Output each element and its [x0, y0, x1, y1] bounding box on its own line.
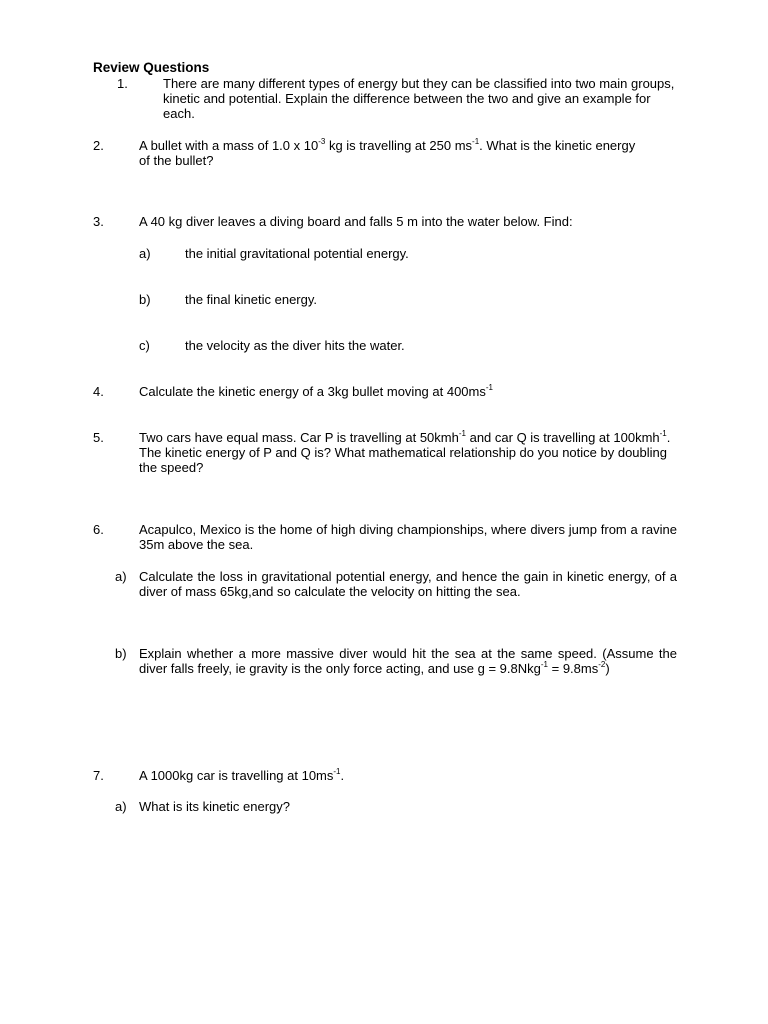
q3-part-b-text: the final kinetic energy.	[185, 292, 317, 307]
q6-part-b-text: Explain whether a more massive diver would hit the sea at the same speed. (Assume the diver falls freely, ie gravity is the only force acting, and use $g = 9.8Nkg^{-1} = 9.8ms^{-2}$)	[139, 646, 677, 676]
q7-text: A 1000kg car is travelling at $10ms^{-1}$.	[139, 766, 345, 783]
q2-number: 2.	[93, 138, 104, 153]
q3-part-b-label: b)	[139, 292, 151, 307]
q5-number: 5.	[93, 430, 104, 445]
q7-part-a-label: a)	[115, 799, 127, 814]
q1-number: 1.	[117, 76, 128, 91]
q7-number: 7.	[93, 768, 104, 783]
q6-text: Acapulco, Mexico is the home of high diving championships, where divers jump from a ravine 35m above the sea.	[139, 522, 677, 552]
q3-number: 3.	[93, 214, 104, 229]
q4-text: Calculate the kinetic energy of a 3kg bullet moving at $400ms^{-1}$	[139, 382, 493, 399]
q7-part-a-text: What is its kinetic energy?	[139, 799, 291, 814]
q2-text: A bullet with a mass of 1.0 x $10^{-3}$ kg is travelling at 250 $ms^{-1}$. What is the kinetic energy of the bullet?	[139, 136, 636, 168]
q5-text: Two cars have equal mass. Car P is travelling at 50kmh$^{-1}$ and car Q is travelling at 100kmh$^{-1}$. The kinetic energy of P and Q is? What mathematical relationship do you notice by doubling the speed?	[139, 428, 671, 475]
q1-text: There are many different types of energy but they can be classified into two main groups, kinetic and potential. Explain the difference between the two and give an example for each.	[163, 76, 675, 121]
q3-part-a-text: the initial gravitational potential energy.	[185, 246, 409, 261]
q3-part-c-label: c)	[139, 338, 150, 353]
page-title: Review Questions	[93, 60, 210, 75]
q6-part-a-label: a)	[115, 569, 127, 584]
q3-text: A 40 kg diver leaves a diving board and falls 5 m into the water below. Find:	[139, 214, 573, 229]
q3-part-a-label: a)	[139, 246, 151, 261]
q4-number: 4.	[93, 384, 104, 399]
q6-part-b-label: b)	[115, 646, 127, 661]
q6-part-a-text: Calculate the loss in gravitational potential energy, and hence the gain in kinetic energy, of a diver of mass 65kg,and so calculate the velocity on hitting the sea.	[139, 569, 677, 599]
q3-part-c-text: the velocity as the diver hits the water.	[185, 338, 405, 353]
q6-number: 6.	[93, 522, 104, 537]
